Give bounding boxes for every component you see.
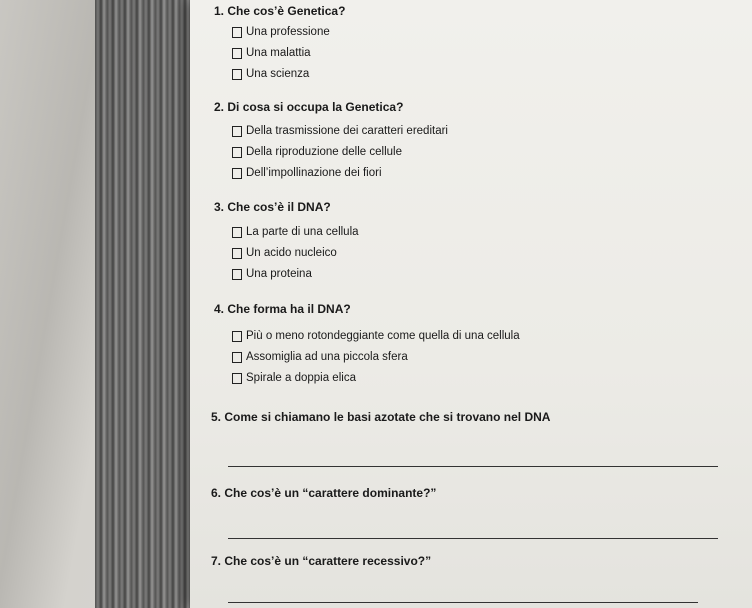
question-5: [211, 410, 550, 424]
answer-line-7[interactable]: [228, 602, 698, 603]
question-7: [211, 554, 431, 568]
option-label: Una scienza: [246, 68, 310, 80]
option-label: Della riproduzione delle cellule: [246, 146, 402, 158]
option-label: Più o meno rotondeggiante come quella di una cellula: [246, 330, 520, 342]
option-label: Della trasmissione dei caratteri ereditari: [246, 125, 448, 137]
checkbox[interactable]: [232, 331, 242, 342]
question-1-number: 1.: [214, 4, 225, 18]
question-2-text: Di cosa si occupa la Genetica?: [227, 100, 404, 114]
checkbox[interactable]: [232, 352, 242, 363]
q1-option-3[interactable]: [232, 68, 309, 80]
checkbox[interactable]: [232, 27, 242, 38]
option-label: Una professione: [246, 26, 330, 38]
question-2-number: 2.: [214, 100, 225, 114]
option-label: Una malattia: [246, 47, 311, 59]
q3-option-1[interactable]: [232, 226, 359, 238]
question-6: [211, 486, 436, 500]
question-4-text: Che forma ha il DNA?: [227, 302, 351, 316]
option-label: Spirale a doppia elica: [246, 372, 356, 384]
question-3-number: 3.: [214, 200, 225, 214]
checkbox[interactable]: [232, 126, 242, 137]
checkbox[interactable]: [232, 69, 242, 80]
checkbox[interactable]: [232, 248, 242, 259]
question-4-number: 4.: [214, 302, 225, 316]
option-label: Assomiglia ad una piccola sfera: [246, 351, 408, 363]
binder-shadow: [95, 0, 205, 608]
answer-line-5[interactable]: [228, 466, 718, 467]
q4-option-2[interactable]: [232, 351, 408, 363]
option-label: Una proteina: [246, 268, 312, 280]
question-7-text: Che cos’è un “carattere recessivo?”: [224, 554, 432, 568]
q2-option-1[interactable]: [232, 125, 448, 137]
q1-option-2[interactable]: [232, 47, 311, 59]
option-label: La parte di una cellula: [246, 226, 359, 238]
question-5-text: Come si chiamano le basi azotate che si trovano nel DNA: [224, 410, 551, 424]
question-1: [214, 4, 345, 18]
question-3-text: Che cos’è il DNA?: [227, 200, 331, 214]
q2-option-2[interactable]: [232, 146, 402, 158]
checkbox[interactable]: [232, 373, 242, 384]
q3-option-2[interactable]: [232, 247, 337, 259]
question-6-number: 6.: [211, 486, 222, 500]
question-5-number: 5.: [211, 410, 222, 424]
checkbox[interactable]: [232, 48, 242, 59]
q1-option-1[interactable]: [232, 26, 330, 38]
q4-option-3[interactable]: [232, 372, 356, 384]
question-2: [214, 100, 403, 114]
checkbox[interactable]: [232, 227, 242, 238]
option-label: Dell’impollinazione dei fiori: [246, 167, 382, 179]
question-4: [214, 302, 351, 316]
question-3: [214, 200, 331, 214]
q3-option-3[interactable]: [232, 268, 312, 280]
checkbox[interactable]: [232, 168, 242, 179]
checkbox[interactable]: [232, 269, 242, 280]
question-7-number: 7.: [211, 554, 222, 568]
question-6-text: Che cos’è un “carattere dominante?”: [224, 486, 437, 500]
option-label: Un acido nucleico: [246, 247, 337, 259]
checkbox[interactable]: [232, 147, 242, 158]
question-1-text: Che cos’è Genetica?: [227, 4, 346, 18]
answer-line-6[interactable]: [228, 538, 718, 539]
q4-option-1[interactable]: [232, 330, 520, 342]
q2-option-3[interactable]: [232, 167, 382, 179]
